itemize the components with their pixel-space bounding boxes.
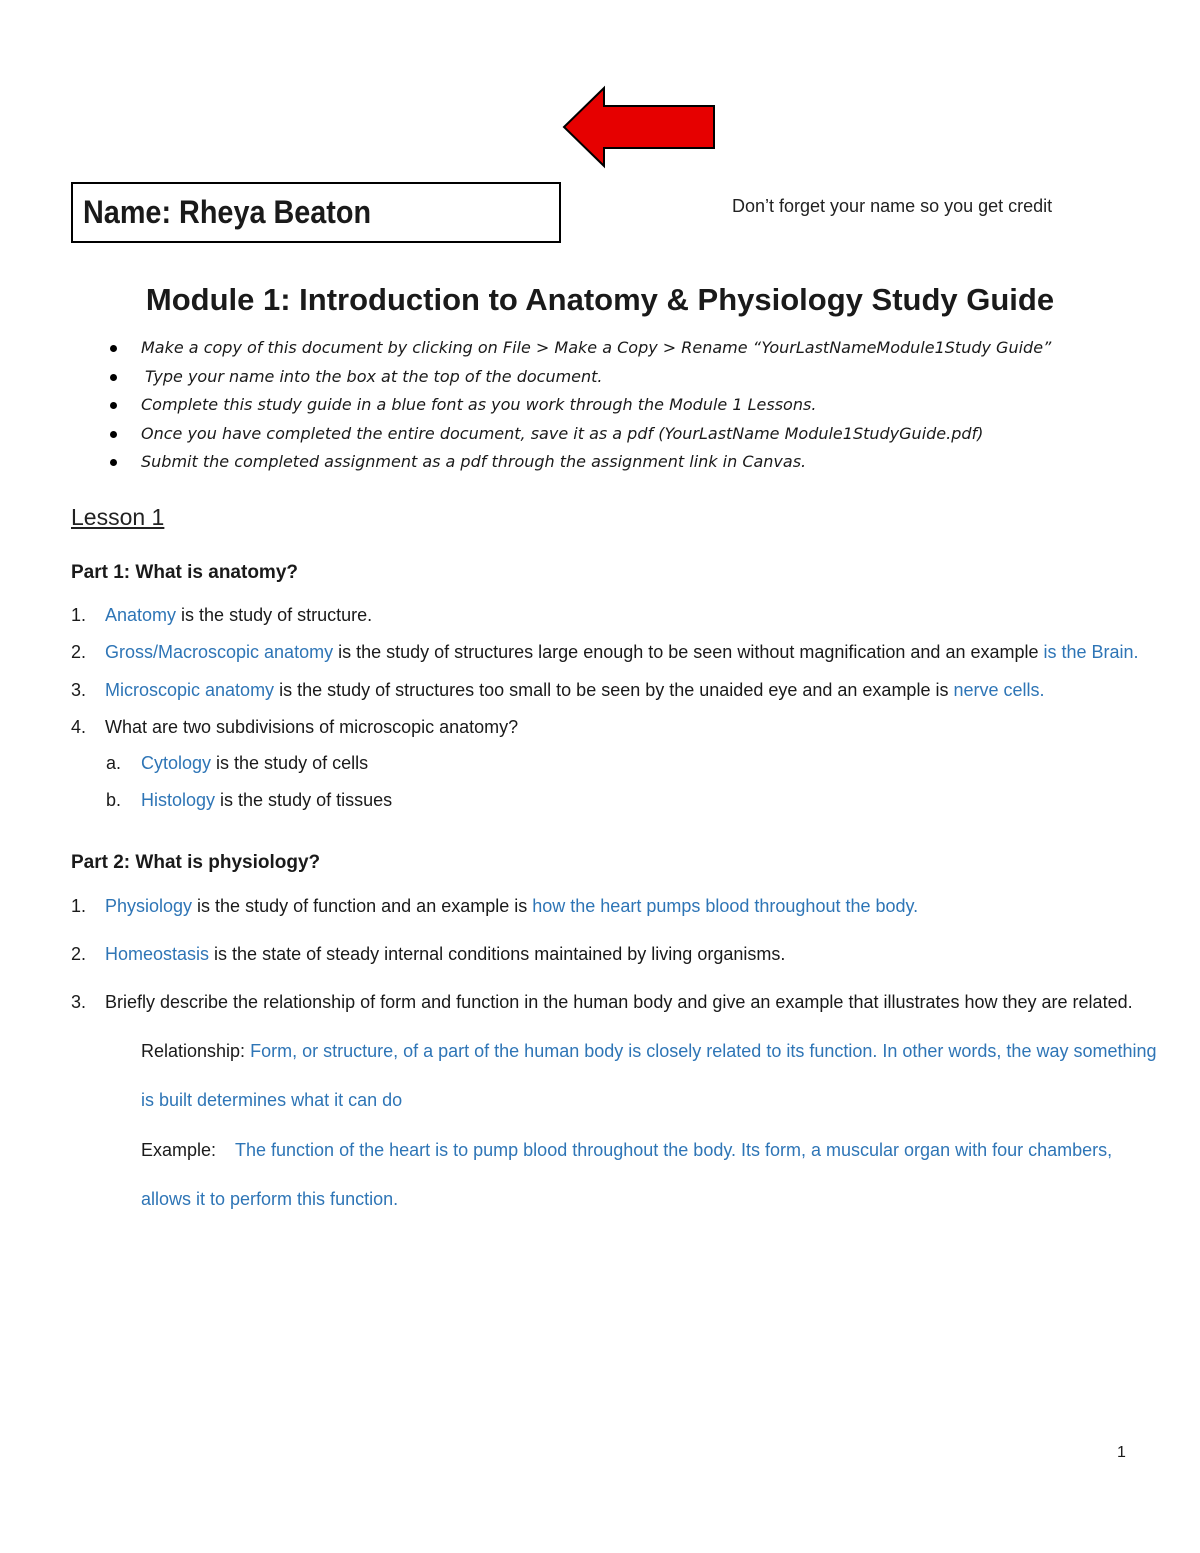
example-label: Example:	[141, 1140, 217, 1160]
question-text: Briefly describe the relationship of form and function in the human body and give an example that illustrates how they are related.	[105, 992, 1133, 1012]
name-reminder: Don’t forget your name so you get credit	[732, 196, 1053, 216]
name-field[interactable]	[71, 182, 561, 243]
part1-heading: Part 1: What is anatomy?	[71, 562, 298, 583]
answer-text: Histology	[141, 790, 216, 810]
question-number: 4.	[71, 717, 87, 737]
part1-question-2	[71, 642, 1139, 663]
relationship-answer-line-1	[141, 1041, 1157, 1062]
instruction-item: Once you have completed the entire document, save it as a pdf (YourLastName Module1StudyGuide.pdf)	[108, 420, 1051, 449]
part1-question-4	[71, 717, 518, 738]
question-text: is the study of cells	[211, 753, 369, 773]
part2-heading: Part 2: What is physiology?	[71, 852, 321, 873]
answer-text: Gross/Macroscopic anatomy	[105, 642, 334, 662]
question-text: is the state of steady internal conditions maintained by living organisms.	[209, 944, 786, 964]
page-number: 1	[1117, 1444, 1126, 1461]
answer-text: Anatomy	[105, 605, 177, 625]
relationship-answer-line-2: is built determines what it can do	[141, 1090, 403, 1110]
instructions-list	[108, 334, 1051, 477]
instruction-item: Make a copy of this document by clicking on File > Make a Copy > Rename “YourLastNameModule1Study Guide”	[108, 334, 1051, 363]
question-text: is the study of function and an example is	[192, 896, 533, 916]
instruction-item: Complete this study guide in a blue font as you work through the Module 1 Lessons.	[108, 391, 1051, 420]
part2-question-1	[71, 896, 918, 917]
part1-question-3	[71, 680, 1045, 701]
question-text: is the study of structures too small to be seen by the unaided eye and an example is	[274, 680, 954, 700]
name-text: Name: Rheya Beaton	[83, 194, 372, 230]
question-text: What are two subdivisions of microscopic anatomy?	[105, 717, 519, 737]
part2-question-3	[71, 992, 1133, 1013]
part2-question-2	[71, 944, 785, 965]
answer-text: Form, or structure, of a part of the human body is closely related to its function. In other words, the way something	[250, 1041, 1157, 1061]
question-number: 2.	[71, 642, 87, 662]
question-text: is the study of structure.	[176, 605, 373, 625]
answer-text: Microscopic anatomy	[105, 680, 275, 700]
answer-text: The function of the heart is to pump blood throughout the body. Its form, a muscular organ with four chambers,	[235, 1140, 1113, 1160]
question-text: is the study of tissues	[215, 790, 393, 810]
answer-text: how the heart pumps blood throughout the body.	[532, 896, 919, 916]
answer-text: Homeostasis	[105, 944, 210, 964]
red-arrow-icon	[560, 84, 720, 170]
answer-text: Cytology	[141, 753, 212, 773]
answer-text: nerve cells.	[953, 680, 1045, 700]
question-number: 3.	[71, 680, 87, 700]
question-number: b.	[106, 790, 122, 810]
answer-text: Physiology	[105, 896, 193, 916]
question-number: 3.	[71, 992, 87, 1012]
answer-text: is the Brain.	[1043, 642, 1139, 662]
question-number: 1.	[71, 605, 87, 625]
question-number: 2.	[71, 944, 87, 964]
instruction-item: Submit the completed assignment as a pdf through the assignment link in Canvas.	[108, 448, 1051, 477]
relationship-label: Relationship:	[141, 1041, 251, 1061]
document-title: Module 1: Introduction to Anatomy & Physiology Study Guide	[145, 282, 1055, 317]
part1-question-1	[71, 605, 372, 626]
part1-question-4a	[106, 753, 368, 774]
part1-question-4b	[106, 790, 392, 811]
example-answer-line-2: allows it to perform this function.	[141, 1189, 399, 1209]
question-number: 1.	[71, 896, 87, 916]
question-text: is the study of structures large enough to be seen without magnification and an example	[333, 642, 1044, 662]
instruction-item: Type your name into the box at the top of the document.	[108, 363, 1051, 392]
lesson-title: Lesson 1	[71, 504, 165, 530]
example-answer-line-1	[141, 1140, 1112, 1161]
question-number: a.	[106, 753, 122, 773]
